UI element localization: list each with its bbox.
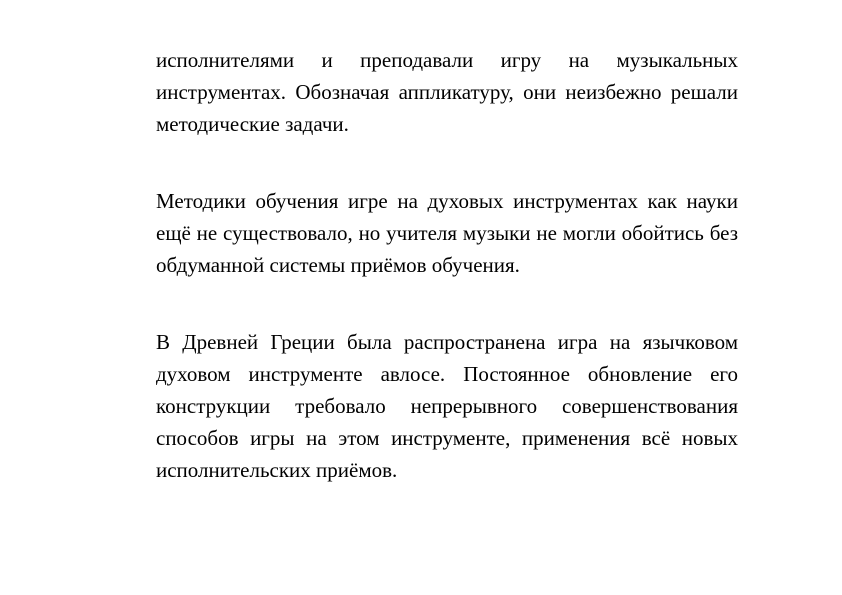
paragraph-2: Методики обучения игре на духовых инструментах как науки ещё не существовало, но учителя музыки не могли обойтись без обдуманной системы приёмов обучения. [156,189,738,277]
paragraph-1: исполнителями и преподавали игру на музыкальных инструментах. Обозначая аппликатуру, они неизбежно решали методические задачи. [156,48,738,136]
paragraph-3: В Древней Греции была распространена игра на язычковом духовом инструменте авлосе. Постоянное обновление его конструкции требовало непрерывного совершенствования способов игры на этом инструменте, применения всё новых исполнительских приёмов. [156,330,738,482]
